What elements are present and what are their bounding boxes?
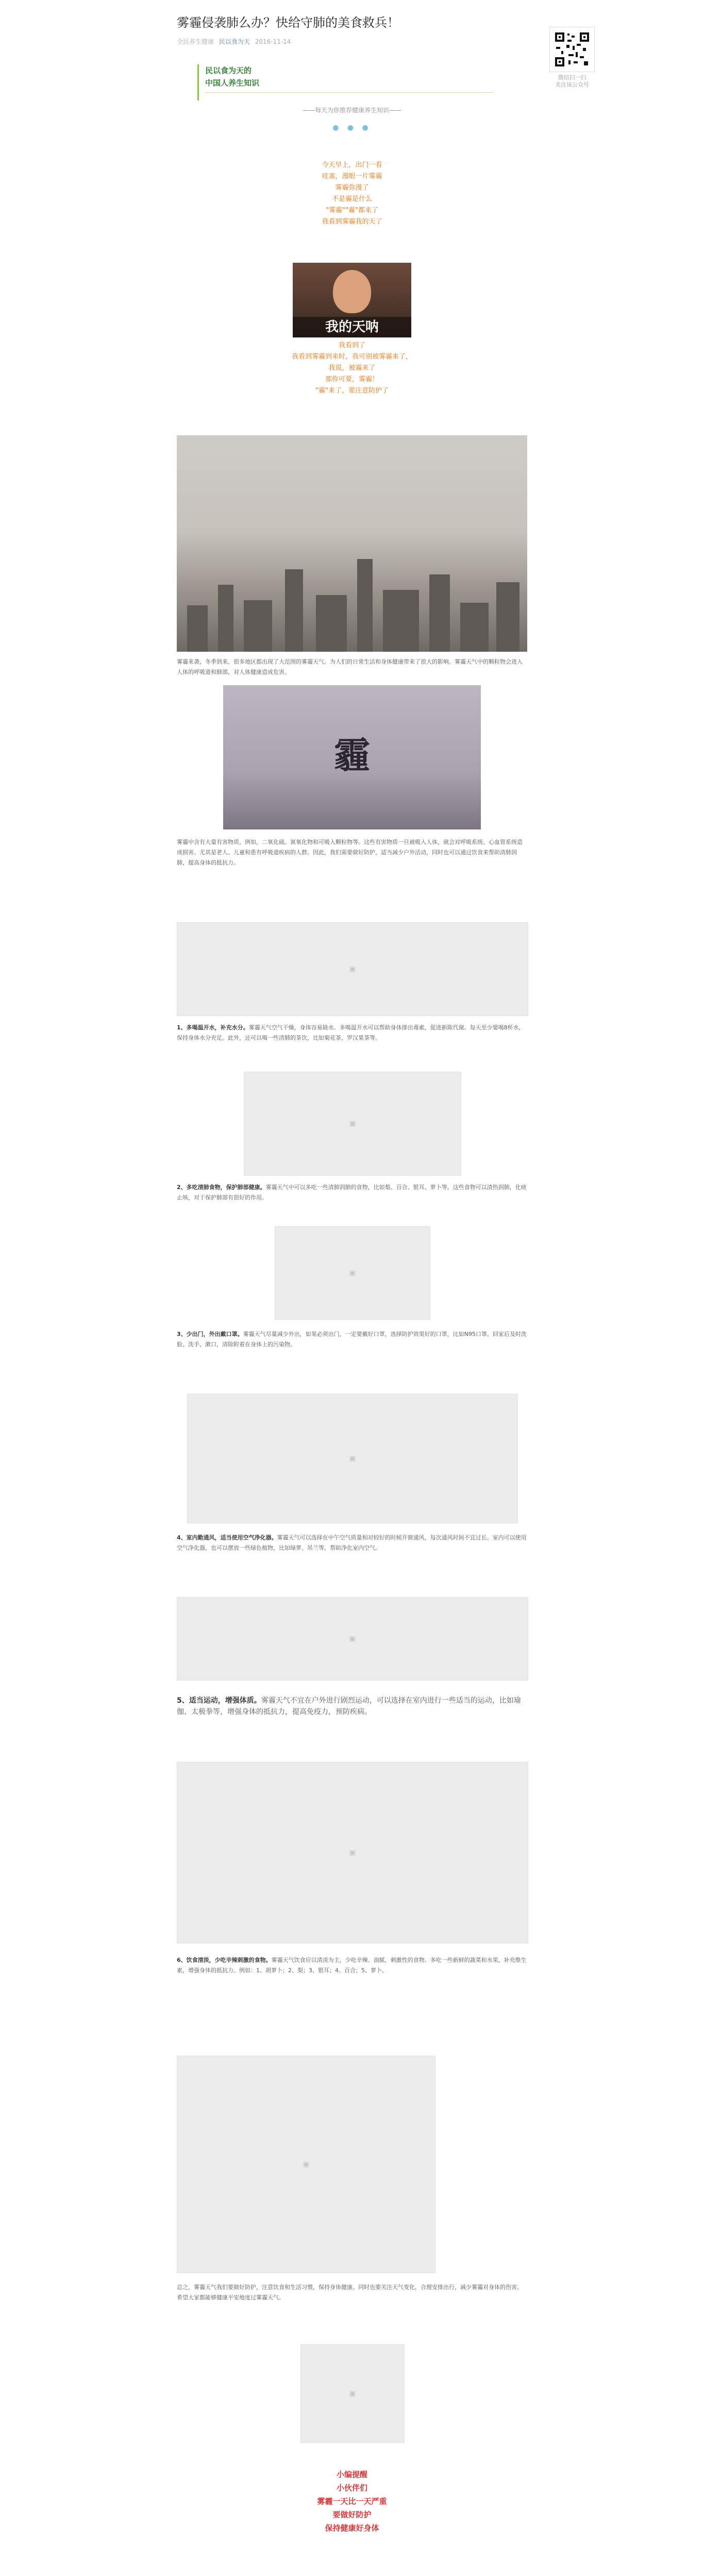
decor-dots: ● ● ● bbox=[332, 124, 372, 132]
closing-line: 保持健康好身体 bbox=[325, 2523, 379, 2533]
meme-caption: 我的天呐 bbox=[293, 317, 411, 337]
meme-image bbox=[293, 263, 411, 337]
paragraph-8-body: 雾霾天气饮食应以清淡为主，少吃辛辣、油腻、刺激性的食物。多吃一些新鲜的蔬菜和水果，补充维生素，增强身体的抵抗力。例如：1、胡萝卜；2、梨；3、银耳；4、百合；5、萝卜。 bbox=[177, 1957, 527, 1974]
image-icon: ▣ bbox=[349, 2389, 356, 2398]
paragraph-3-lead: 1、多喝温开水，补充水分。 bbox=[177, 1024, 249, 1031]
paragraph-4 bbox=[177, 1182, 527, 1203]
paragraph-6-body: 雾霾天气可以选择在中午空气质量相对较好的时候开窗通风，每次通风时间不宜过长。室内可以使用空气净化器，也可以摆放一些绿色植物，比如绿萝、吊兰等，帮助净化室内空气。 bbox=[177, 1534, 527, 1551]
image-placeholder bbox=[177, 1762, 528, 1943]
paragraph-4-body: 雾霾天气中可以多吃一些清肺润肺的食物，比如梨、百合、银耳、萝卜等。这些食物可以清热润肺，化痰止咳，对于保护肺部有很好的作用。 bbox=[177, 1184, 527, 1201]
poem-line: 哇塞，漫眼一片雾霾 bbox=[322, 173, 382, 180]
paragraph-7-lead: 5、适当运动，增强体质。 bbox=[177, 1697, 261, 1705]
brand-rule bbox=[205, 92, 494, 93]
closing-lines bbox=[177, 2468, 527, 2535]
qr-caption-line2: 关注该公众号 bbox=[555, 81, 589, 88]
image-placeholder bbox=[187, 1394, 518, 1523]
poem-line: 我说，被霾来了 bbox=[328, 364, 376, 372]
paragraph-2: 雾霾中含有大量有害物质，例如，二氧化硫、氮氧化物和可吸入颗粒物等。这些有害物质一旦被吸入人体，就会对呼吸系统、心血管系统造成损害。尤其是老人、儿童和患有呼吸道疾病的人群。因此，我们需要做好防护，适当减少户外活动，同时也可以通过饮食来帮助清肺润肺，提高身体的抵抗力。 bbox=[177, 839, 523, 866]
image-placeholder bbox=[275, 1226, 430, 1320]
qr-caption bbox=[546, 74, 598, 89]
paragraph-6 bbox=[177, 1533, 527, 1553]
image-placeholder bbox=[177, 1597, 528, 1681]
paragraph-3-body: 雾霾天气空气干燥，身体容易缺水。多喝温开水可以帮助身体排出毒素，促进新陈代谢。每天至少要喝8杯水，保持身体水分充足。此外，还可以喝一些清肺的茶饮，比如菊花茶、罗汉果茶等。 bbox=[177, 1024, 525, 1041]
qr-code-panel bbox=[546, 27, 598, 89]
image-placeholder bbox=[244, 1072, 461, 1176]
article-title: 雾霾侵袭肺么办？快给守肺的美食救兵！ bbox=[177, 15, 399, 30]
image-icon: ▣ bbox=[349, 965, 356, 973]
poem-line: 那你可要，雾霾！ bbox=[325, 376, 379, 383]
paragraph-8-lead: 6、饮食清淡，少吃辛辣刺激的食物。 bbox=[177, 1957, 272, 1963]
image-icon: ▣ bbox=[349, 1454, 356, 1463]
paragraph-1: 雾霾来袭，冬季到来，很多地区都出现了大范围的雾霾天气。为人们的日常生活和身体健康带来了很大的影响。雾霾天气中的颗粒物会进入人体的呼吸道和肺部，对人体健康造成危害。 bbox=[177, 658, 523, 675]
closing-line: 小编提醒 bbox=[336, 2470, 367, 2479]
image-icon: ▣ bbox=[349, 1269, 356, 1277]
intro-poem-2 bbox=[177, 340, 527, 397]
closing-line: 雾霾一天比一天严重 bbox=[317, 2497, 387, 2506]
poem-line: 不是霾是什么 bbox=[331, 195, 372, 203]
poem-line: "雾霾""霾"都来了 bbox=[326, 207, 378, 214]
poem-line: 雾霾弥漫了 bbox=[335, 184, 369, 192]
image-icon: ▣ bbox=[303, 2160, 310, 2168]
image-icon: ▣ bbox=[349, 1120, 356, 1128]
paragraph-5-lead: 3、少出门，外出戴口罩。 bbox=[177, 1331, 243, 1337]
smog-city-photo bbox=[177, 435, 527, 652]
poem-line: 我看到雾霾到来时，我可别被雾霾来了， bbox=[291, 353, 412, 361]
account-link[interactable]: 民以食为天 bbox=[219, 38, 250, 45]
image-placeholder bbox=[177, 2056, 435, 2273]
brand-header bbox=[197, 64, 514, 100]
paragraph-4-lead: 2、多吃清肺食物，保护肺部健康。 bbox=[177, 1184, 266, 1191]
image-placeholder bbox=[177, 922, 528, 1016]
meta-prefix: 全民养生健康 bbox=[177, 38, 214, 45]
closing-line: 要做好防护 bbox=[332, 2510, 372, 2519]
paragraph-9: 总之，雾霾天气我们要做好防护，注意饮食和生活习惯，保持身体健康。同时也要关注天气变化，合理安排出行，减少雾霾对身体的伤害。希望大家都能够健康平安地度过雾霾天气。 bbox=[177, 2284, 523, 2301]
poem-line: 今天早上，出门一看 bbox=[322, 161, 382, 169]
paragraph-5 bbox=[177, 1329, 527, 1350]
poem-line: 我看到了 bbox=[338, 342, 365, 349]
image-icon: ▣ bbox=[349, 1635, 356, 1643]
paragraph-7-body: 雾霾天气不宜在户外进行剧烈运动，可以选择在室内进行一些适当的运动，比如瑜伽、太极拳等，增强身体的抵抗力，提高免疫力，预防疾病。 bbox=[177, 1697, 521, 1716]
image-icon: ▣ bbox=[349, 1849, 356, 1857]
meme-face bbox=[333, 270, 371, 313]
paragraph-5-body: 雾霾天气尽量减少外出，如果必须出门，一定要戴好口罩，选择防护效果好的口罩，比如N95口罩。回家后及时洗脸、洗手、漱口，清除附着在身体上的污染物。 bbox=[177, 1331, 527, 1348]
qr-caption-line1: 微信扫一扫 bbox=[558, 74, 586, 81]
smog-glyph: 霾 bbox=[334, 734, 370, 776]
qr-code bbox=[549, 27, 595, 72]
intro-poem bbox=[177, 160, 527, 228]
paragraph-7 bbox=[177, 1695, 527, 1718]
paragraph-3 bbox=[177, 1023, 527, 1043]
image-placeholder bbox=[300, 2344, 405, 2443]
smog-character-photo bbox=[223, 685, 481, 829]
poem-line: 我看到雾霾我的天了 bbox=[322, 218, 382, 226]
paragraph-6-lead: 4、室内勤通风，适当使用空气净化器。 bbox=[177, 1534, 277, 1541]
paragraph-8 bbox=[177, 1955, 527, 1976]
article-meta bbox=[177, 37, 291, 46]
brand-subtitle: ——每天为你推荐健康养生知识—— bbox=[302, 107, 401, 114]
qr-code-icon bbox=[554, 31, 590, 67]
poem-line: "霾"来了，要注意防护了 bbox=[315, 387, 389, 395]
closing-line: 小伙伴们 bbox=[336, 2483, 367, 2493]
brand-line1: 民以食为天的 bbox=[205, 66, 252, 75]
brand-line2: 中国人养生知识 bbox=[205, 78, 260, 88]
publish-date: 2016-11-14 bbox=[255, 38, 291, 45]
